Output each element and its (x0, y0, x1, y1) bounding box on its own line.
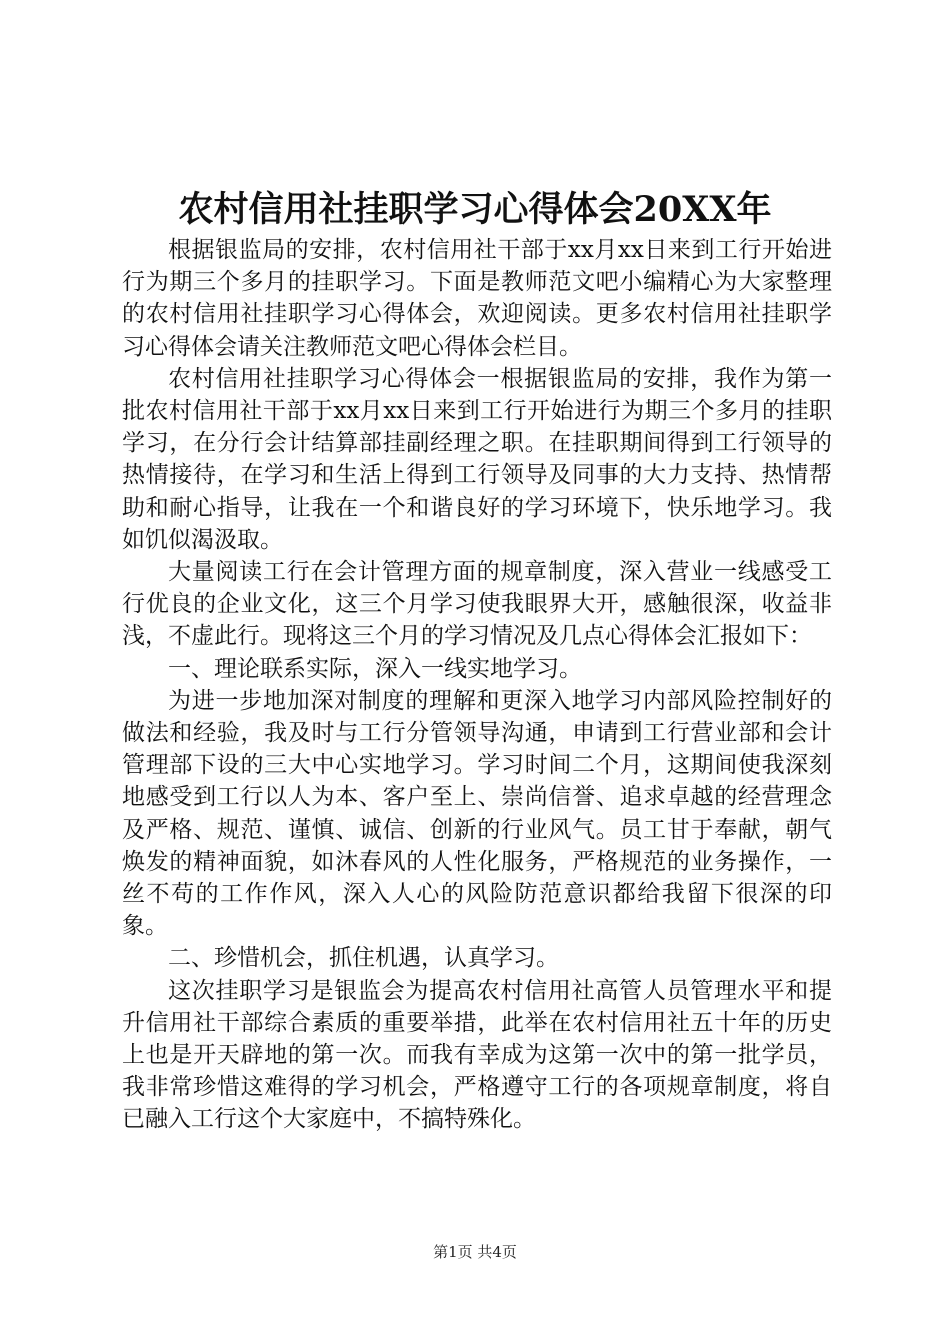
document-title: 农村信用社挂职学习心得体会20XX年 (178, 189, 772, 230)
paragraph-reading: 大量阅读工行在会计管理方面的规章制度，深入营业一线感受工行优良的企业文化，这三个月学习使我眼界大开，感触很深，收益非浅，不虚此行。现将这三个月的学习情况及几点心得体会汇报如下： (122, 559, 832, 650)
section-heading-one: 一、理论联系实际，深入一线实地学习。 (168, 655, 582, 682)
paragraph-opportunity: 这次挂职学习是银监会为提高农村信用社高管人员管理水平和提升信用社干部综合素质的重要举措，此举在农村信用社五十年的历史上也是开天辟地的第一次。而我有幸成为这第一次中的第一批学员，我非常珍惜这难得的学习机会，严格遵守工行的各项规章制度，将自已融入工行这个大家庭中，不搞特殊化。 (122, 977, 832, 1133)
paragraph-experience-one: 农村信用社挂职学习心得体会一根据银监局的安排，我作为第一批农村信用社干部于xx月xx日来到工行开始进行为期三个多月的挂职学习，在分行会计结算部挂副经理之职。在挂职期间得到工行领导的热情接待，在学习和生活上得到工行领导及同事的大力支持、热情帮助和耐心指导，让我在一个和谐良好的学习环境下，快乐地学习。我如饥似渴汲取。 (122, 365, 832, 553)
paragraph-field-study: 为进一步地加深对制度的理解和更深入地学习内部风险控制好的做法和经验，我及时与工行分管领导沟通，申请到工行营业部和会计管理部下设的三大中心实地学习。学习时间二个月，这期间使我深刻地感受到工行以人为本、客户至上、崇尚信誉、追求卓越的经营理念及严格、规范、谨慎、诚信、创新的行业风气。员工甘于奉献，朝气焕发的精神面貌，如沐春风的人性化服务，严格规范的业务操作，一丝不苟的工作作风，深入人心的风险防范意识都给我留下很深的印象。 (122, 687, 832, 940)
document-body (122, 234, 832, 1136)
section-heading-two: 二、珍惜机会，抓住机遇，认真学习。 (168, 945, 559, 972)
page-number-footer: 第1页 共4页 (433, 1243, 517, 1261)
paragraph-intro: 根据银监局的安排，农村信用社干部于xx月xx日来到工行开始进行为期三个多月的挂职学习。下面是教师范文吧小编精心为大家整理的农村信用社挂职学习心得体会，欢迎阅读。更多农村信用社挂职学习心得体会请关注教师范文吧心得体会栏目。 (122, 237, 832, 360)
